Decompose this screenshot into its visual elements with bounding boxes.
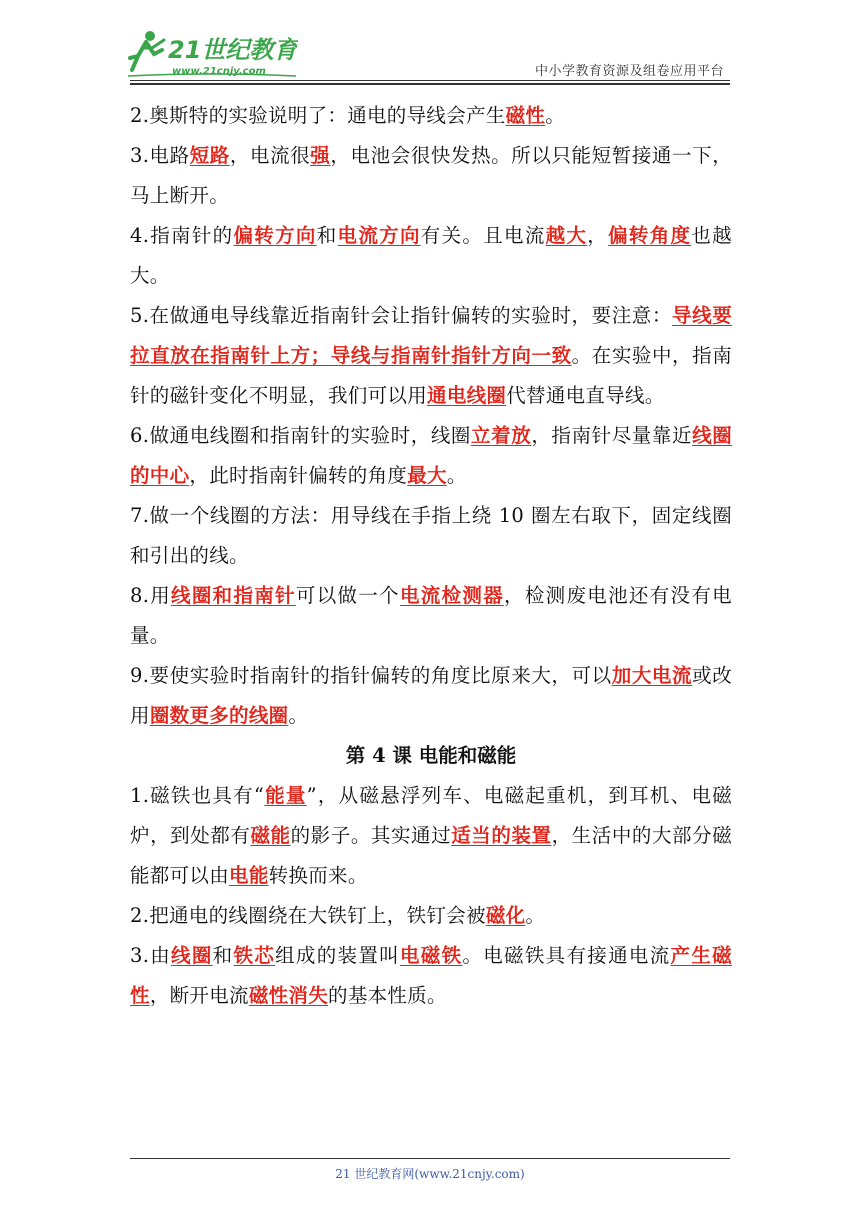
answer-highlight: 适当的装置 [451,824,552,847]
logo-text: 21世纪教育 [168,36,298,64]
note-text: ，检测废电池还有没有电量。 [130,584,732,647]
lesson-heading: 第 4 课 电能和磁能 [345,744,517,767]
note-text: 3.电路 [130,144,190,167]
note-text: ，生活中的大部分磁能都可以由 [130,824,732,887]
note-paragraph [130,496,732,576]
note-text: ，此时指南针偏转的角度 [189,464,408,487]
note-text: 3.由 [130,944,172,967]
note-text: 组成的装置叫 [275,944,400,967]
answer-highlight: 偏转方向 [233,224,317,247]
answer-highlight: 越大 [545,224,588,247]
answer-highlight: 强 [310,144,331,167]
answer-highlight: 电流检测器 [399,584,505,607]
note-text: 可以做一个 [295,584,400,607]
answer-highlight: 短路 [189,144,230,167]
note-text: 和 [316,224,338,247]
note-text: 4.指南针的 [130,224,234,247]
note-paragraph [130,216,732,296]
answer-highlight: 能量 [264,784,307,807]
note-text: ，断开电流 [149,984,249,1007]
note-text: 代替通电直导线。 [506,384,665,407]
answer-highlight: 圈数更多的线圈 [149,704,289,727]
note-text: 也越大。 [130,224,732,287]
answer-highlight: 电磁铁 [399,944,463,967]
note-paragraph [130,96,732,136]
note-text: 或改用 [130,664,733,727]
header-divider-thick [130,83,730,85]
note-text: 。电磁铁具有接通电流 [462,944,671,967]
page-header [0,0,860,84]
answer-highlight: 最大 [407,464,447,487]
logo [128,28,298,80]
note-text: 的影子。其实通过 [290,824,452,847]
lesson-3-notes [130,96,732,736]
answer-highlight: 磁能 [250,824,291,847]
note-text: ， [587,224,609,247]
answer-highlight: 线圈 [171,944,213,967]
note-text: ，电池会很快发热。所以只能短暂接通一下，马上断开。 [130,144,733,207]
answer-highlight: 铁芯 [233,944,276,967]
logo-url: www.21cnjy.com [172,66,266,77]
note-paragraph [130,656,732,736]
note-text: 8.用 [130,584,172,607]
note-text: 转换而来。 [268,864,368,887]
note-text: 。 [545,104,566,127]
note-paragraph [130,296,732,416]
answer-highlight: 通电线圈 [427,384,507,407]
note-text: ，电流很 [229,144,311,167]
answer-highlight: 电流方向 [337,224,421,247]
note-text: 的基本性质。 [328,984,447,1007]
header-divider [130,80,730,81]
note-text: 。 [525,904,546,927]
note-paragraph [130,576,732,656]
note-text: ，指南针尽量靠近 [531,424,693,447]
note-paragraph [130,776,732,896]
note-paragraph [130,416,732,496]
answer-highlight: 线圈的中心 [130,424,732,487]
answer-highlight: 磁化 [485,904,526,927]
note-text: 2.把通电的线圈绕在大铁钉上，铁钉会被 [130,904,486,927]
answer-highlight: 线圈和指南针 [171,584,296,607]
answer-highlight: 磁性 [505,104,546,127]
answer-highlight: 加大电流 [611,664,693,687]
note-text: 。 [288,704,309,727]
note-text: 2.奥斯特的实验说明了：通电的导线会产生 [130,104,506,127]
lesson-4-notes [130,776,732,1016]
answer-highlight: 偏转角度 [608,224,692,247]
note-text: 9.要使实验时指南针的指针偏转的角度比原来大，可以 [130,664,612,687]
note-text: 。 [446,464,467,487]
answer-highlight: 磁性消失 [248,984,329,1007]
note-text: 有关。且电流 [420,224,546,247]
runner-icon [130,31,164,70]
document-body [130,96,732,1016]
note-text: 5.在做通电导线靠近指南针会让指针偏转的实验时，要注意： [130,304,672,327]
note-text: ”，从磁悬浮列车、电磁起重机，到耳机、电磁炉，到处都有 [130,784,732,847]
note-text: 和 [212,944,234,967]
note-paragraph [130,136,732,216]
answer-highlight: 产生磁性 [130,944,732,1007]
answer-highlight: 电能 [229,864,269,887]
answer-highlight: 立着放 [471,424,532,447]
note-text: 。在实验中，指南针的磁针变化不明显，我们可以用 [130,344,732,407]
note-text: 1.磁铁也具有“ [130,784,265,807]
note-text: 7.做一个线圈的方法：用导线在手指上绕 10 圈左右取下，固定线圈和引出的线。 [130,504,732,567]
platform-title: 中小学教育资源及组卷应用平台 [534,64,724,79]
note-paragraph [130,936,732,1016]
footer-divider [130,1158,730,1159]
note-paragraph [130,896,732,936]
note-text: 6.做通电线圈和指南针的实验时，线圈 [130,424,472,447]
answer-highlight: 导线要拉直放在指南针上方；导线与指南针指针方向一致 [130,304,732,367]
footer-text: 21 世纪教育网(www.21cnjy.com) [335,1167,525,1181]
